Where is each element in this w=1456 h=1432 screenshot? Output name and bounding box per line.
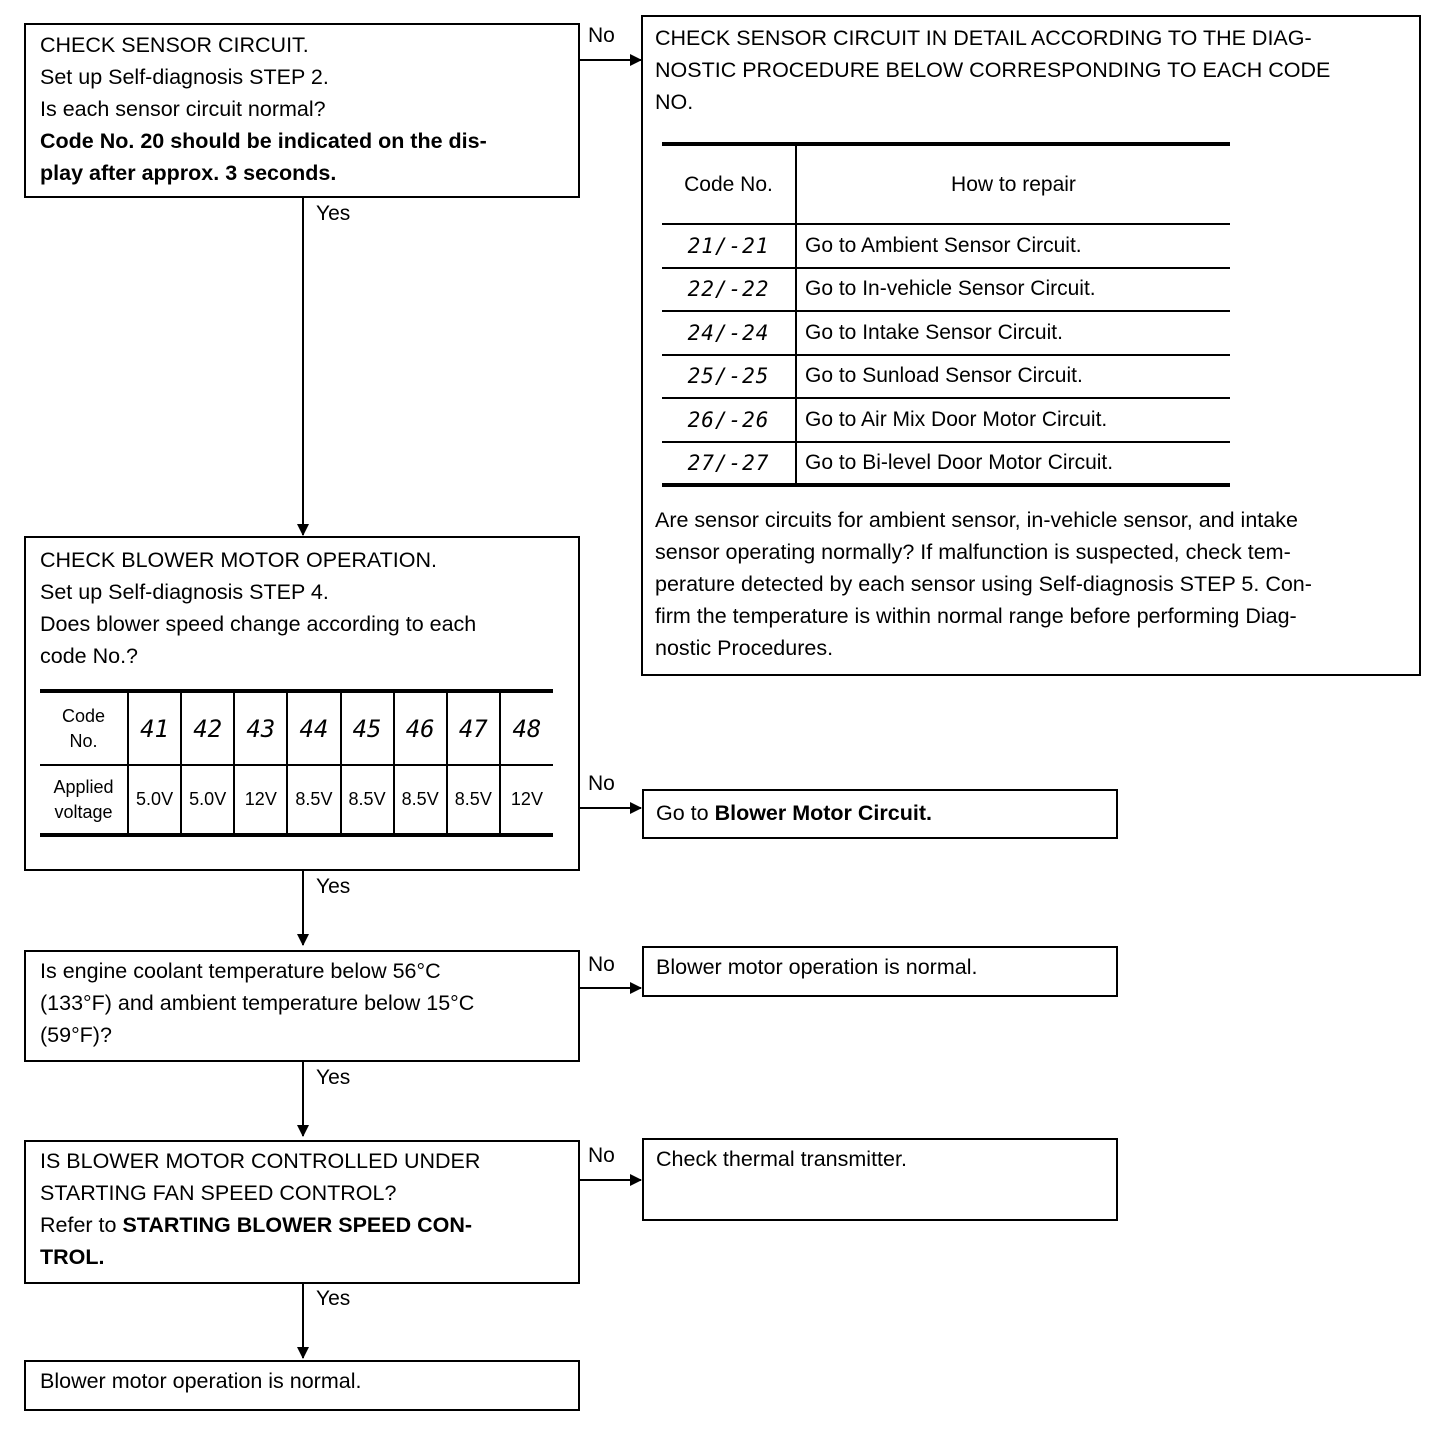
table-row	[662, 311, 1230, 355]
detail-heading	[655, 22, 1415, 118]
code-45-cell: 45	[341, 691, 394, 765]
yes-label-4: Yes	[316, 1287, 351, 1310]
thermal-transmitter-box	[642, 1138, 1118, 1221]
detail-note-line5: nostic Procedures.	[655, 636, 834, 660]
blower-voltage-table	[40, 689, 553, 837]
step1-bold-line2: play after approx. 3 seconds.	[40, 161, 337, 185]
detail-heading-line1: CHECK SENSOR CIRCUIT IN DETAIL ACCORDING TO THE DIAG-	[655, 26, 1312, 50]
normal2-text: Blower motor operation is normal.	[40, 1369, 362, 1393]
detail-note-line3: perature detected by each sensor using Self-diagnosis STEP 5. Con-	[655, 572, 1312, 596]
code-header-line1: Code	[61, 705, 106, 726]
no-label-1: No	[588, 24, 615, 47]
code-cell: 24/-24	[662, 311, 796, 355]
step2-line4: code No.?	[40, 644, 139, 668]
step3-line3: (59°F)?	[40, 1023, 112, 1047]
how-to-repair-header: How to repair	[951, 172, 1076, 196]
voltage-row	[40, 765, 553, 835]
table-row	[662, 398, 1230, 442]
check-sensor-circuit-box	[24, 23, 580, 198]
voltage-cell: 12V	[234, 765, 287, 835]
detail-note-line1: Are sensor circuits for ambient sensor, in-vehicle sensor, and intake	[655, 508, 1298, 532]
voltage-cell: 5.0V	[128, 765, 181, 835]
voltage-cell: 5.0V	[181, 765, 234, 835]
step4-line2: STARTING FAN SPEED CONTROL?	[40, 1181, 397, 1205]
normal1-text: Blower motor operation is normal.	[656, 955, 978, 979]
code-44-cell: 44	[287, 691, 340, 765]
code-cell: 27/-27	[662, 442, 796, 486]
step1-line3: Is each sensor circuit normal?	[40, 97, 326, 121]
code-cell: 21/-21	[662, 224, 796, 268]
code-cell: 22/-22	[662, 268, 796, 312]
repair-cell: Go to Air Mix Door Motor Circuit.	[796, 398, 1230, 442]
detail-note-line2: sensor operating normally? If malfunction is suspected, check tem-	[655, 540, 1291, 564]
step3-line2: (133°F) and ambient temperature below 15°C	[40, 991, 475, 1015]
blower-motor-circuit-box	[642, 789, 1118, 839]
repair-cell: Go to Intake Sensor Circuit.	[796, 311, 1230, 355]
blower-circuit-bold: Blower Motor Circuit.	[714, 801, 932, 825]
detail-note-line4: firm the temperature is within normal range before performing Diag-	[655, 604, 1297, 628]
code-46-cell: 46	[394, 691, 447, 765]
repair-cell: Go to Ambient Sensor Circuit.	[796, 224, 1230, 268]
table-row	[662, 268, 1230, 312]
step4-line4-bold: TROL.	[40, 1245, 105, 1269]
table-row	[662, 224, 1230, 268]
detail-heading-line2: NOSTIC PROCEDURE BELOW CORRESPONDING TO EACH CODE	[655, 58, 1331, 82]
code-header-line2: No.	[69, 730, 98, 751]
blower-normal-box-1	[642, 946, 1118, 997]
no-label-4: No	[588, 1144, 615, 1167]
code-43-cell: 43	[234, 691, 287, 765]
step2-line2: Set up Self-diagnosis STEP 4.	[40, 580, 329, 604]
blower-circuit-prefix: Go to	[656, 801, 715, 825]
yes-label-2: Yes	[316, 875, 351, 898]
step1-bold-line1: Code No. 20 should be indicated on the dis-	[40, 129, 487, 153]
applied-voltage-header-cell	[40, 765, 128, 835]
step3-line1: Is engine coolant temperature below 56°C	[40, 959, 441, 983]
code-cell: 25/-25	[662, 355, 796, 399]
voltage-header-line1: Applied	[53, 776, 114, 797]
code-42-cell: 42	[181, 691, 234, 765]
no-label-2: No	[588, 772, 615, 795]
coolant-temperature-box	[24, 950, 580, 1062]
code-no-header: Code No.	[662, 144, 796, 224]
detail-note	[655, 504, 1415, 664]
repair-cell: Go to Bi-level Door Motor Circuit.	[796, 442, 1230, 486]
yes-label-1: Yes	[316, 202, 351, 225]
code-cell: 26/-26	[662, 398, 796, 442]
code-47-cell: 47	[447, 691, 500, 765]
no-label-3: No	[588, 953, 615, 976]
step1-title: CHECK SENSOR CIRCUIT.	[40, 33, 309, 57]
blower-normal-box-2	[24, 1360, 580, 1411]
code-table-header-row	[662, 144, 1230, 224]
step2-line3: Does blower speed change according to each	[40, 612, 477, 636]
voltage-cell: 12V	[500, 765, 553, 835]
thermal-text: Check thermal transmitter.	[656, 1147, 907, 1171]
voltage-cell: 8.5V	[287, 765, 340, 835]
code-repair-table	[662, 142, 1230, 487]
detail-heading-line3: NO.	[655, 90, 694, 114]
yes-label-3: Yes	[316, 1066, 351, 1089]
voltage-header-line2: voltage	[54, 801, 113, 822]
step4-line3-bold: STARTING BLOWER SPEED CON-	[122, 1213, 473, 1237]
starting-fan-speed-box	[24, 1140, 580, 1284]
step4-line1: IS BLOWER MOTOR CONTROLLED UNDER	[40, 1149, 481, 1173]
code-48-cell: 48	[500, 691, 553, 765]
table-row	[662, 442, 1230, 486]
code-row	[40, 691, 553, 765]
voltage-cell: 8.5V	[447, 765, 500, 835]
repair-cell: Go to In-vehicle Sensor Circuit.	[796, 268, 1230, 312]
voltage-cell: 8.5V	[341, 765, 394, 835]
code-41-cell: 41	[128, 691, 181, 765]
code-no-header-cell	[40, 691, 128, 765]
table-row	[662, 355, 1230, 399]
repair-cell: Go to Sunload Sensor Circuit.	[796, 355, 1230, 399]
step1-line2: Set up Self-diagnosis STEP 2.	[40, 65, 329, 89]
step2-title: CHECK BLOWER MOTOR OPERATION.	[40, 548, 437, 572]
step4-line3-prefix: Refer to	[40, 1213, 123, 1237]
voltage-cell: 8.5V	[394, 765, 447, 835]
